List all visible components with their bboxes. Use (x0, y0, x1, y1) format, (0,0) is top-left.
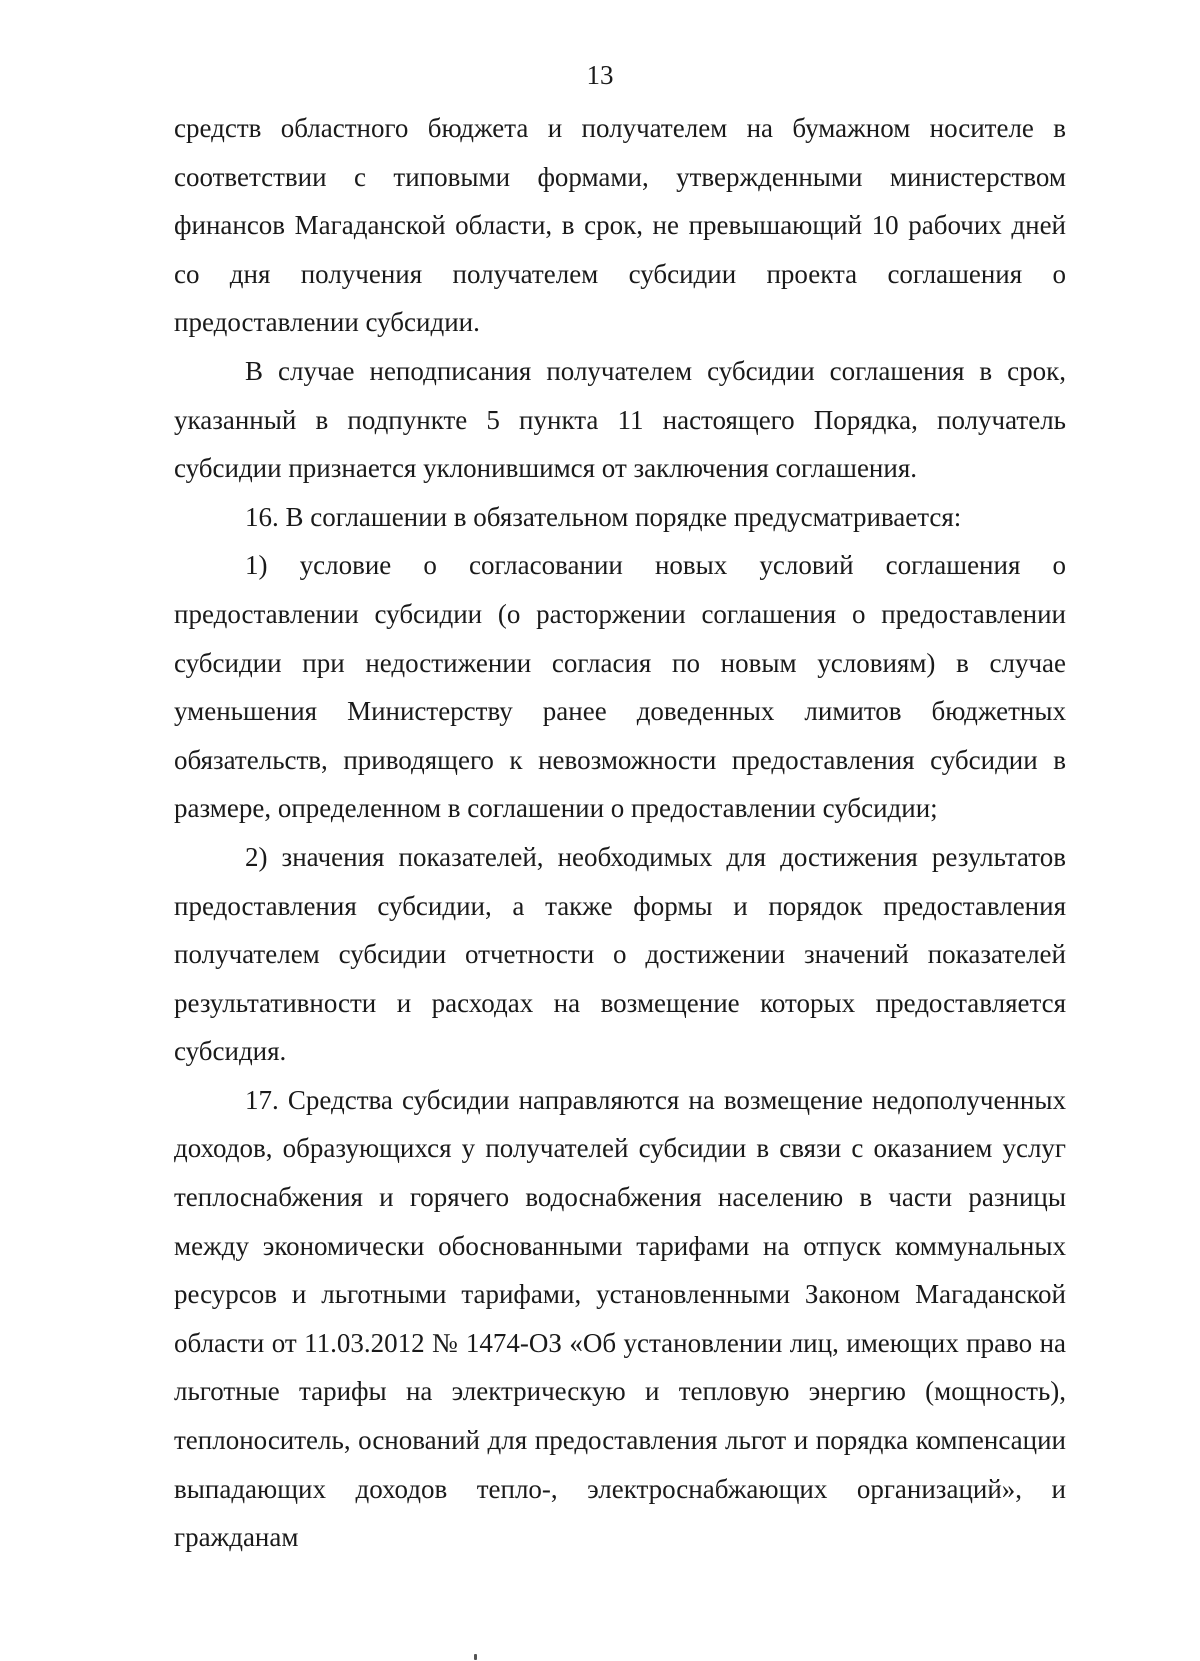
paragraph-unsigned-agreement: В случае неподписания получателем субсидии соглашения в срок, указанный в подпункте 5 пункта 11 настоящего Порядка, получатель субсидии признается уклонившимся от заключения соглашения. (174, 355, 1066, 484)
paragraph-continuation: средств областного бюджета и получателем на бумажном носителе в соответствии с типовыми формами, утвержденными министерством финансов Магаданской области, в срок, не превышающий 10 рабочих дней со дня получения получателем субсидии проекта соглашения о предоставлении субсидии. (174, 113, 1066, 338)
scan-speck (474, 1654, 477, 1660)
document-body (174, 104, 1066, 1562)
paragraph-item-16-2: 2) значения показателей, необходимых для достижения результатов предоставления субсидии, а также формы и порядок предоставления получателем субсидии отчетности о достижении значений показателей результативности и расходах на возмещение которых предоставляется субсидия. (174, 841, 1066, 1067)
paragraph-item-16-1: 1) условие о согласовании новых условий соглашения о предоставлении субсидии (о расторжении соглашения о предоставлении субсидии при недостижении согласия по новым условиям) в случае уменьшения Министерству ранее доведенных лимитов бюджетных обязательств, приводящего к невозможности предоставления субсидии в размере, определенном в соглашении о предоставлении субсидии; (174, 550, 1066, 824)
page-number: 13 (586, 60, 614, 90)
paragraph-item-16: 16. В соглашении в обязательном порядке предусматривается: (245, 501, 962, 532)
paragraph-item-17: 17. Средства субсидии направляются на возмещение недополученных доходов, образующихся у получателей субсидии в связи с оказанием услуг теплоснабжения и горячего водоснабжения населению в части разницы между экономически обоснованными тарифами на отпуск коммунальных ресурсов и льготными тарифами, установленными Законом Магаданской области от 11.03.2012 № 1474-ОЗ «Об установлении лиц, имеющих право на льготные тарифы на электрическую и тепловую энергию (мощность), теплоноситель, оснований для предоставления льгот и порядка компенсации выпадающих доходов тепло-, электроснабжающих организаций», и гражданам (174, 1084, 1066, 1553)
